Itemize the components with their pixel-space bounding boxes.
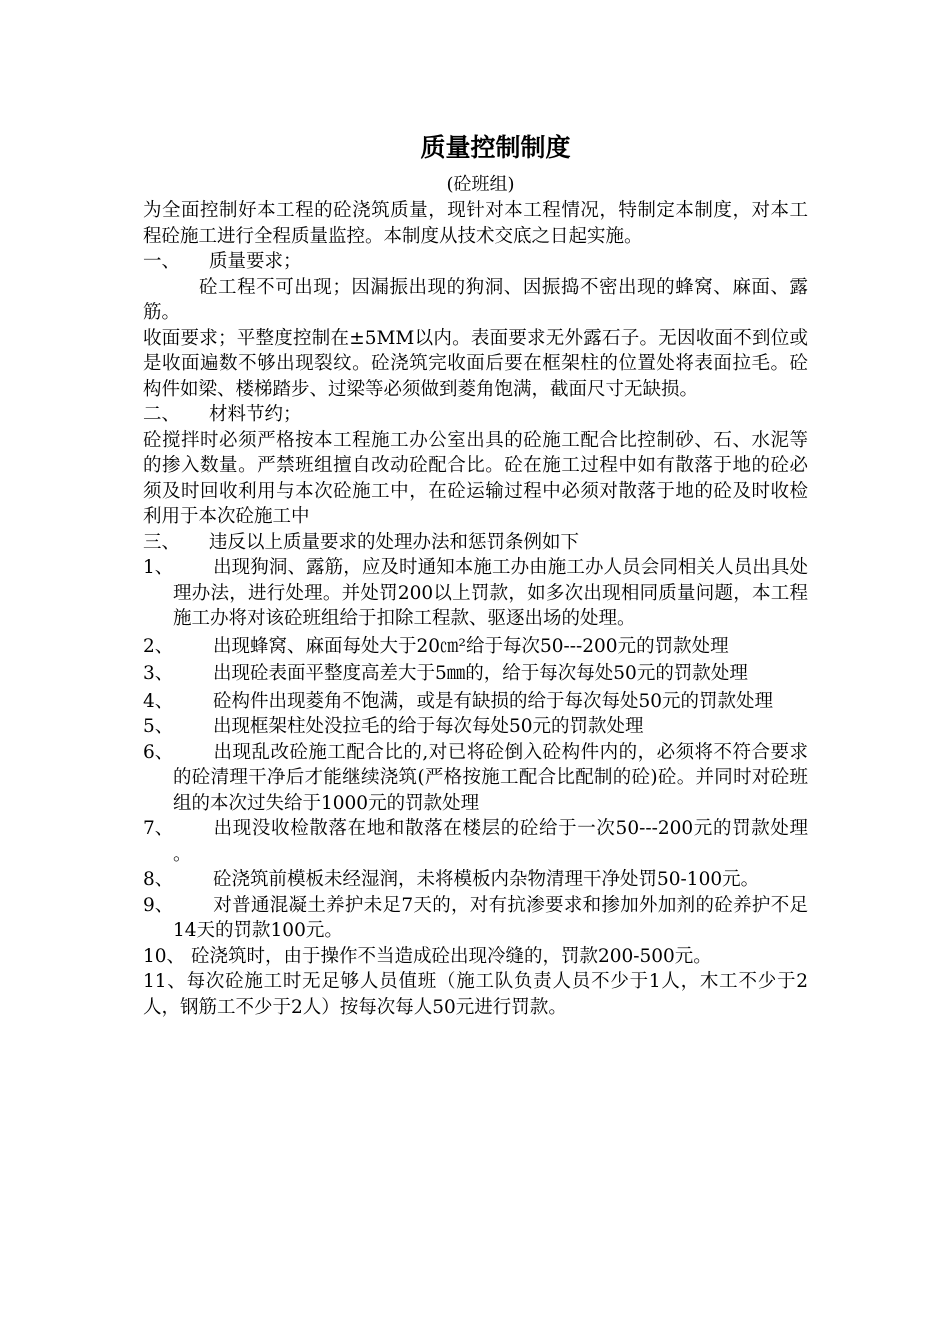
penalty-text: 砼浇筑前模板未经湿润，未将模板内杂物清理干净处罚50-100元。 bbox=[213, 869, 760, 890]
penalty-number: 9、 bbox=[143, 894, 174, 916]
penalty-text: 砼构件出现菱角不饱满，或是有缺损的给于每次每处50元的罚款处理 bbox=[213, 690, 774, 712]
penalty-item bbox=[143, 867, 808, 893]
penalty-number: 2、 bbox=[143, 635, 174, 657]
penalty-number: 11、 bbox=[143, 971, 187, 992]
penalty-item-flat bbox=[143, 944, 808, 970]
penalty-text-wrap bbox=[173, 555, 808, 632]
penalty-item bbox=[143, 714, 808, 740]
quality-paragraph-1: 砼工程不可出现；因漏振出现的狗洞、因振捣不密出现的蜂窝、麻面、露筋。 bbox=[143, 276, 808, 323]
penalty-text-wrap bbox=[173, 816, 808, 867]
penalty-text: 砼浇筑时，由于操作不当造成砼出现冷缝的，罚款200-500元。 bbox=[190, 945, 712, 967]
material-paragraph: 砼搅拌时必须严格按本工程施工办公室出具的砼施工配合比控制砂、石、水泥等的掺入数量。严禁班组擅自改动砼配合比。砼在施工过程中如有散落于地的砼必须及时回收利用与本次砼施工中，在砼运输过程中必须对散落于地的砼及时收检利用于本次砼施工中 bbox=[143, 429, 808, 527]
section-number: 一、 bbox=[143, 251, 181, 272]
penalty-text-wrap bbox=[173, 661, 808, 687]
penalty-item bbox=[143, 555, 808, 632]
quality-paragraph-2: 收面要求；平整度控制在±5MM以内。表面要求无外露石子。无因收面不到位或是收面遍数不够出现裂纹。砼浇筑完收面后要在框架柱的位置处将表面拉毛。砼构件如梁、楼梯踏步、过梁等必须做到菱角饱满，截面尺寸无缺损。 bbox=[143, 327, 808, 400]
section-heading-quality bbox=[143, 249, 808, 275]
penalty-text-wrap bbox=[173, 689, 808, 715]
penalty-item bbox=[143, 689, 808, 715]
penalty-text: 出现没收检散落在地和散落在楼层的砼给于一次50---200元的罚款处理 。 bbox=[173, 818, 808, 865]
penalty-item bbox=[143, 740, 808, 817]
penalty-number: 7、 bbox=[143, 818, 174, 839]
penalty-number: 8、 bbox=[143, 869, 174, 890]
penalty-text: 出现砼表面平整度高差大于5㎜的，给于每次每处50元的罚款处理 bbox=[213, 663, 748, 684]
penalty-item bbox=[143, 816, 808, 867]
penalty-text: 出现框架柱处没拉毛的给于每次每处50元的罚款处理 bbox=[213, 716, 644, 737]
section-number: 二、 bbox=[143, 404, 181, 425]
penalty-text: 对普通混凝土养护未足7天的，对有抗渗要求和掺加外加剂的砼养护不足14天的罚款100元。 bbox=[173, 894, 808, 941]
penalty-item bbox=[143, 893, 808, 944]
intro-paragraph: 为全面控制好本工程的砼浇筑质量，现针对本工程情况，特制定本制度，对本工程砼施工进行全程质量监控。本制度从技术交底之日起实施。 bbox=[143, 200, 808, 247]
penalty-text-wrap bbox=[173, 867, 808, 893]
section-heading-material bbox=[143, 402, 808, 428]
document-subtitle: (砼班组) bbox=[446, 174, 515, 195]
penalty-item bbox=[143, 661, 808, 687]
penalty-number: 10、 bbox=[143, 945, 186, 967]
penalty-text-wrap bbox=[173, 740, 808, 817]
penalty-text-wrap bbox=[173, 893, 808, 944]
penalty-number: 3、 bbox=[143, 663, 174, 684]
section-heading-penalties bbox=[143, 530, 808, 556]
penalty-text-wrap bbox=[173, 714, 808, 740]
section-number: 三、 bbox=[143, 531, 181, 553]
document-page bbox=[143, 128, 808, 1020]
penalty-text-wrap bbox=[173, 634, 808, 660]
penalty-number: 4、 bbox=[143, 690, 174, 712]
penalty-text: 出现蜂窝、麻面每处大于20㎝²给于每次50---200元的罚款处理 bbox=[213, 635, 729, 657]
penalty-item bbox=[143, 634, 808, 660]
section-title: 质量要求； bbox=[209, 251, 302, 272]
penalty-text: 出现狗洞、露筋，应及时通知本施工办由施工办人员会同相关人员出具处理办法，进行处理。并处罚200以上罚款，如多次出现相同质量问题，本工程施工办将对该砼班组给于扣除工程款、驱逐出场的处理。 bbox=[173, 557, 808, 629]
section-title: 材料节约； bbox=[209, 404, 302, 425]
penalty-text: 每次砼施工时无足够人员值班（施工队负责人员不少于1人，木工不少于2人，钢筋工不少于2人）按每次每人50元进行罚款。 bbox=[143, 971, 809, 1018]
section-title: 违反以上质量要求的处理办法和惩罚条例如下 bbox=[209, 531, 580, 553]
document-title: 质量控制制度 bbox=[420, 133, 571, 162]
penalty-item-flat bbox=[143, 969, 808, 1020]
penalty-text: 出现乱改砼施工配合比的,对已将砼倒入砼构件内的，必须将不符合要求的砼清理干净后才能继续浇筑(严格按施工配合比配制的砼)砼。并同时对砼班组的本次过失给于1000元的罚款处理 bbox=[173, 741, 808, 814]
penalty-number: 5、 bbox=[143, 716, 174, 737]
penalty-number: 1、 bbox=[143, 557, 174, 578]
penalty-number: 6、 bbox=[143, 741, 174, 763]
